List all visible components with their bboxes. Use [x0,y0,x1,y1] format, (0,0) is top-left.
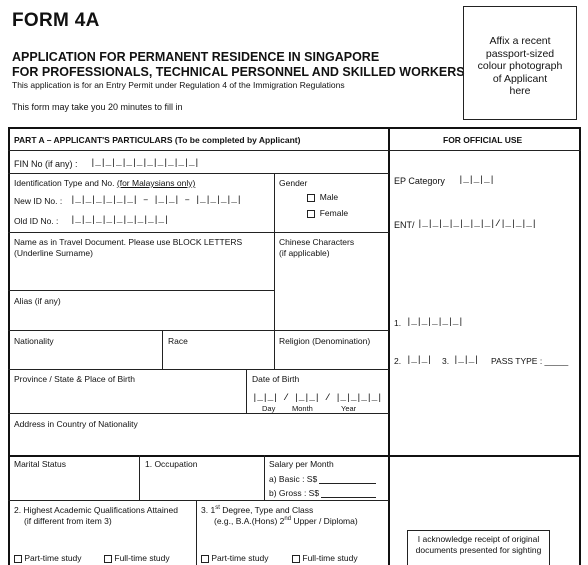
form-top-border [8,127,581,129]
ack-line-2: documents presented for sighting [415,544,542,555]
fin-input[interactable]: |_|_|_|_|_|_|_|_|_|_| [90,157,200,168]
religion-label: Religion (Denomination) [279,336,371,346]
col-divider [274,173,275,331]
name-note: (Underline Surname) [14,248,93,258]
row-divider [8,290,275,291]
acknowledgement-box [407,530,550,565]
degree-note: (e.g., B.A.(Hons) 2nd Upper / Diploma) [214,516,358,526]
nationality-label: Nationality [14,336,54,346]
alias-label: Alias (if any) [14,296,61,306]
ep-category-input[interactable]: |_|_|_| [458,174,495,185]
new-id-input[interactable]: |_|_|_|_|_|_| – |_|_| – |_|_|_|_| [70,194,242,205]
dob-label: Date of Birth [252,374,300,384]
ep-category-label: EP Category [394,176,445,186]
col-divider [196,500,197,565]
row-divider [8,500,389,501]
time-note: This form may take you 20 minutes to fill in [12,102,183,112]
race-label: Race [168,336,188,346]
col-divider [162,330,163,369]
form-number: FORM 4A [12,10,100,31]
form-subtitle: This application is for an Entry Permit under Regulation 4 of the Immigration Regulations [12,80,345,90]
qual-full-time-option[interactable]: Full-time study [104,553,170,563]
qual-part-time-option[interactable]: Part-time study [14,553,82,563]
row-divider [8,369,389,370]
id-type-label: Identification Type and No. (for Malaysians only) [14,178,196,188]
row-divider [8,330,389,331]
col-divider [139,455,140,500]
new-id-label: New ID No. : [14,196,63,206]
official-item-1-label: 1. [394,318,402,328]
official-item-3-input[interactable]: |_|_| [453,354,480,365]
female-checkbox[interactable] [307,210,315,218]
dob-year-label: Year [341,404,357,413]
part-time-checkbox[interactable] [201,555,209,563]
dob-input[interactable]: |_|_| / |_|_| / |_|_|_|_| [252,392,383,403]
ent-input[interactable]: |_|_|_|_|_|_|_|/|_|_|_| [417,218,537,229]
col-divider [246,369,247,413]
fin-label: FIN No (if any) : [14,159,78,169]
male-checkbox[interactable] [307,194,315,202]
salary-label: Salary per Month [269,459,334,469]
photo-instruction-2: passport-sized [485,47,555,60]
salary-basic-input[interactable] [319,483,376,484]
gender-female-option[interactable]: Female [307,208,348,218]
photo-instruction-3: colour photograph [477,60,563,73]
row-divider [8,413,389,414]
official-item-2-label: 2. [394,356,402,366]
salary-gross-label: b) Gross : S$ [269,488,320,498]
full-time-checkbox[interactable] [104,555,112,563]
dob-day-label: Day [262,404,276,413]
gender-label: Gender [279,178,308,188]
row-divider [8,173,389,174]
heading-divider [8,150,581,151]
name-label: Name as in Travel Document. Please use BLOCK LETTERS [14,237,243,247]
official-item-3-label: 3. [442,356,450,366]
row-divider [8,232,389,233]
chinese-label: Chinese Characters [279,237,355,247]
col-divider [274,330,275,369]
photo-placeholder[interactable] [463,6,577,120]
form-right-border [579,127,581,565]
address-label: Address in Country of Nationality [14,419,138,429]
degree-full-time-option[interactable]: Full-time study [292,553,358,563]
degree-part-time-option[interactable]: Part-time study [201,553,269,563]
qualification-label: 2. Highest Academic Qualifications Attained [14,505,178,515]
gender-male-option[interactable]: Male [307,192,338,202]
marital-label: Marital Status [14,459,66,469]
part-a-heading: PART A – APPLICANT'S PARTICULARS (To be completed by Applicant) [14,135,301,145]
qualification-note: (if different from item 3) [24,516,112,526]
photo-instruction-4: of Applicant [492,72,548,85]
pass-type-label: PASS TYPE : _____ [491,356,569,366]
part-time-checkbox[interactable] [14,555,22,563]
salary-basic-label: a) Basic : S$ [269,474,318,484]
photo-instruction-1: Affix a recent [489,35,551,47]
form-title-line-1: APPLICATION FOR PERMANENT RESIDENCE IN SINGAPORE [12,50,380,64]
photo-instruction-5: here [509,85,531,98]
official-item-2-input[interactable]: |_|_| [406,354,433,365]
ack-line-1: I acknowledge receipt of original [417,534,540,544]
chinese-note: (if applicable) [279,248,330,258]
dob-month-label: Month [292,404,313,413]
occupation-label: 1. Occupation [145,459,198,469]
form-title-line-2: FOR PROFESSIONALS, TECHNICAL PERSONNEL AND SKILLED WORKERS [12,65,465,79]
col-divider [264,455,265,500]
old-id-input[interactable]: |_|_|_|_|_|_|_|_|_| [70,214,169,225]
section-divider [8,455,581,457]
full-time-checkbox[interactable] [292,555,300,563]
degree-label: 3. 1st Degree, Type and Class [201,505,314,515]
province-label: Province / State & Place of Birth [14,374,135,384]
old-id-label: Old ID No. : [14,216,59,226]
ent-label: ENT/ [394,220,415,230]
official-use-heading: FOR OFFICIAL USE [443,135,523,145]
salary-gross-input[interactable] [321,497,376,498]
official-item-1-input[interactable]: |_|_|_|_|_| [406,316,464,327]
